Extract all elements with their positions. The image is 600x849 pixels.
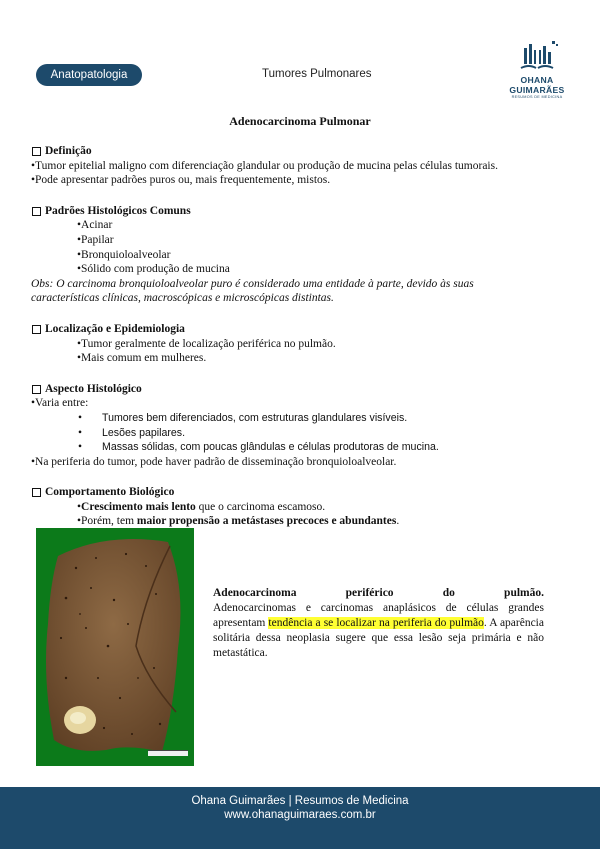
text-line: •Na periferia do tumor, pode haver padrão de disseminação bronquioloalveolar. (31, 455, 397, 468)
footer-brand: Ohana Guimarães | Resumos de Medicina (191, 795, 409, 807)
section-localizacao (31, 322, 576, 366)
brand-logo (494, 38, 580, 99)
list-item: • Tumores bem diferenciados, com estruturas glandulares visíveis. (78, 411, 408, 424)
figure-caption (213, 586, 544, 661)
lung-specimen-photo (36, 528, 194, 766)
subject-badge: Anatopatologia (36, 64, 142, 86)
main-content (31, 138, 576, 529)
section-comportamento (31, 485, 576, 529)
footer-website: www.ohanaguimaraes.com.br (224, 809, 376, 821)
checkbox-icon (32, 488, 41, 497)
logo-name: OHANA GUIMARÃES (509, 75, 565, 95)
logo-subtitle: RESUMOS DE MEDICINA (511, 95, 563, 99)
page-title: Adenocarcinoma Pulmonar (229, 114, 371, 128)
section-padroes (31, 204, 576, 306)
text-line: •Tumor epitelial maligno com diferenciação glandular ou produção de mucina pelas células tumorais. (31, 159, 498, 172)
section-heading: Definição (31, 144, 576, 159)
lung-specimen-image (36, 528, 194, 766)
list-item: •Mais comum em mulheres. (77, 352, 207, 365)
text-line: •Pode apresentar padrões puros ou, mais frequentemente, mistos. (31, 174, 331, 187)
section-definicao (31, 144, 576, 188)
section-heading: Localização e Epidemiologia (31, 322, 576, 337)
text-line: •Varia entre: (31, 397, 89, 410)
caption-title: Adenocarcinoma periférico do pulmão. (213, 587, 544, 599)
observation: características clínicas, macroscópicas e microscópicas distintas. (31, 292, 334, 305)
list-item: • Lesões papilares. (78, 426, 186, 439)
observation: Obs: O carcinoma bronquioloalveolar puro é considerado uma entidade à parte, devido às suas (31, 277, 474, 290)
checkbox-icon (32, 325, 41, 334)
checkbox-icon (32, 207, 41, 216)
section-heading: Aspecto Histológico (31, 382, 576, 397)
footer (0, 787, 600, 849)
checkbox-icon (32, 385, 41, 394)
document-topic: Tumores Pulmonares (262, 68, 372, 80)
section-heading: Padrões Histológicos Comuns (31, 204, 576, 219)
list-item: •Porém, tem maior propensão a metástases precoces e abundantes. (77, 515, 400, 528)
list-item: •Crescimento mais lento que o carcinoma escamoso. (77, 500, 326, 513)
caption-text: Adenocarcinomas e carcinomas anaplásicos de células grandes apresentam tendência a se localizar na periferia do pulmão. A aparência solitária dessa neoplasia sugere que essa lesão seja primária e não metastática. (213, 602, 544, 659)
checkbox-icon (32, 147, 41, 156)
list-item: •Bronquioloalveolar (77, 248, 171, 261)
section-heading: Comportamento Biológico (31, 485, 576, 500)
list-item: •Acinar (77, 219, 113, 232)
highlighted-text: tendência a se localizar na periferia do pulmão (268, 617, 484, 629)
list-item: •Sólido com produção de mucina (77, 263, 230, 276)
list-item: •Tumor geralmente de localização periférica no pulmão. (77, 337, 336, 350)
list-item: •Papilar (77, 233, 114, 246)
section-aspecto (31, 382, 576, 470)
list-item: • Massas sólidas, com poucas glândulas e células produtoras de mucina. (78, 441, 439, 454)
book-logo-icon (513, 38, 561, 74)
